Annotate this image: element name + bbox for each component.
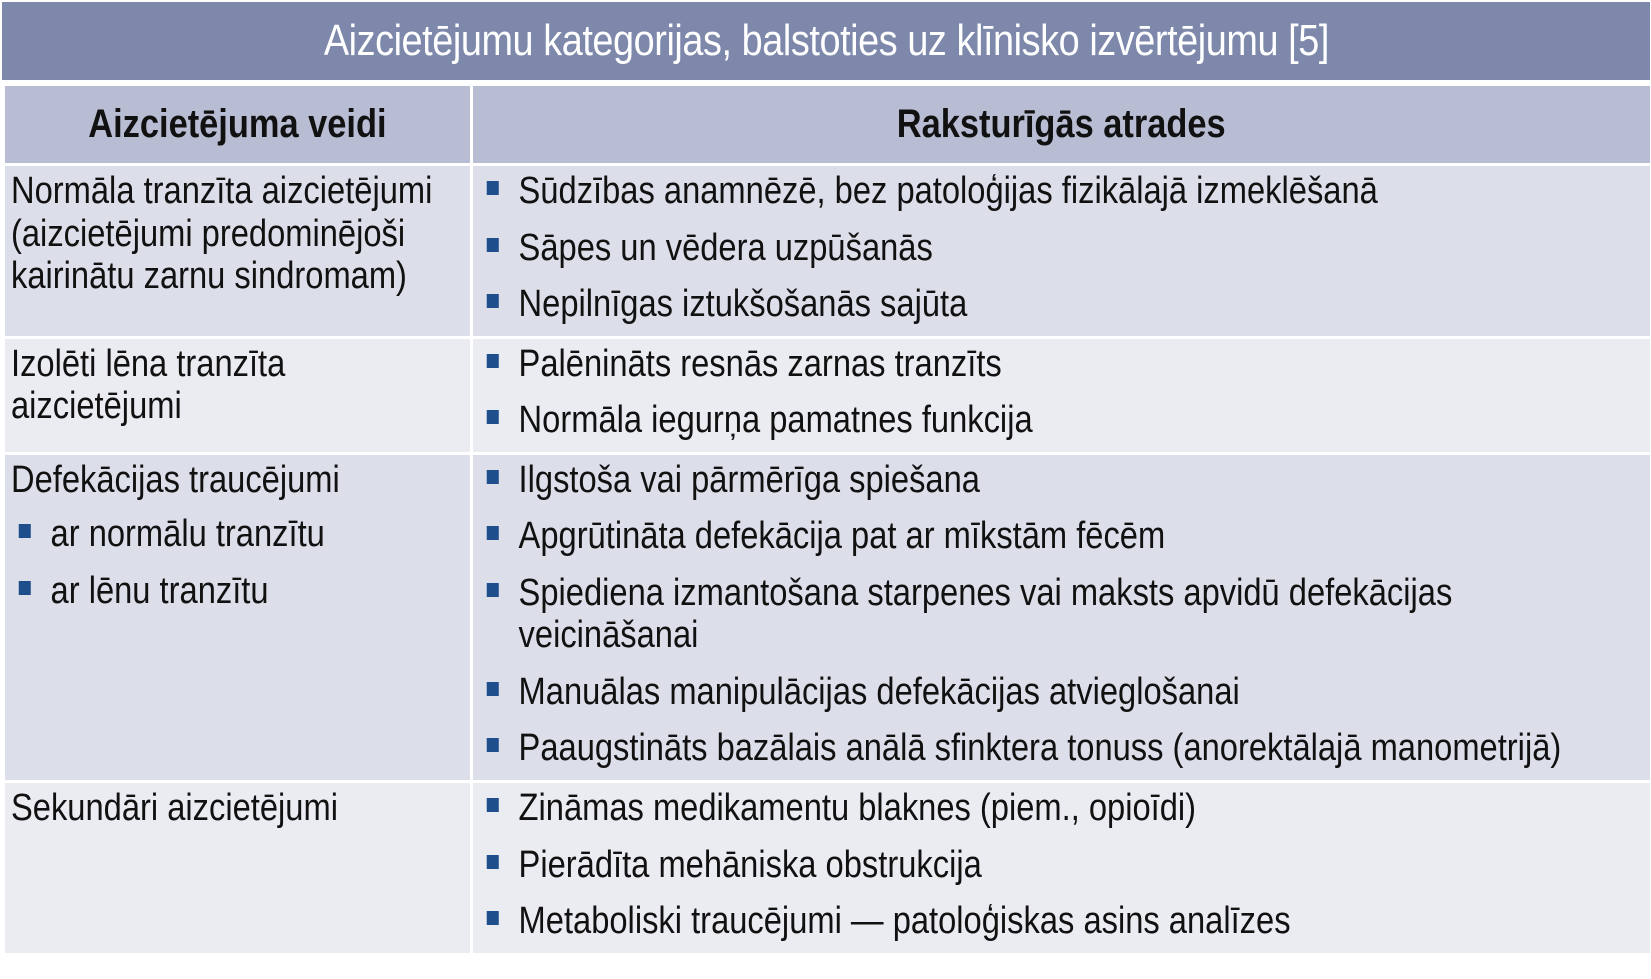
- square-bullet-icon: [487, 738, 499, 752]
- square-bullet-icon: [487, 798, 499, 812]
- finding-text: Paaugstināts bazālais anālā sfinktera tonuss (anorektālajā manometrijā): [518, 727, 1562, 770]
- finding-item: [479, 671, 1641, 714]
- findings-cell: [472, 337, 1651, 453]
- finding-item: [479, 900, 1641, 943]
- square-bullet-icon: [19, 581, 31, 595]
- findings-list: [479, 170, 1641, 326]
- table-row: [4, 165, 1651, 338]
- table-row: [4, 782, 1651, 955]
- finding-item: [479, 399, 1641, 442]
- finding-item: [479, 844, 1641, 887]
- square-bullet-icon: [19, 524, 31, 538]
- constipation-categories-table: [2, 83, 1651, 956]
- column-header-type-label: Aizcietējuma veidi: [88, 102, 387, 146]
- finding-text: Pierādīta mehāniska obstrukcija: [518, 843, 982, 886]
- finding-item: [479, 572, 1641, 657]
- square-bullet-icon: [487, 181, 499, 195]
- table-body: [4, 165, 1651, 955]
- subtype-item: [11, 570, 463, 613]
- column-header-findings-label: Raksturīgās atrades: [897, 102, 1226, 146]
- type-cell: [4, 453, 472, 781]
- type-cell: [4, 165, 472, 338]
- finding-text: Nepilnīgas iztukšošanās sajūta: [518, 283, 968, 326]
- finding-text: Normāla iegurņa pamatnes funkcija: [518, 399, 1033, 442]
- square-bullet-icon: [487, 682, 499, 696]
- column-header-type: [4, 85, 472, 165]
- finding-item: [479, 727, 1641, 770]
- findings-list: [479, 459, 1641, 770]
- table-container: [2, 2, 1650, 956]
- square-bullet-icon: [487, 470, 499, 484]
- column-header-findings: [472, 85, 1651, 165]
- square-bullet-icon: [487, 354, 499, 368]
- square-bullet-icon: [487, 526, 499, 540]
- findings-cell: [472, 165, 1651, 338]
- findings-list: [479, 787, 1641, 943]
- finding-item: [479, 283, 1641, 326]
- finding-text: Ilgstoša vai pārmērīga spiešana: [518, 458, 980, 501]
- type-cell: [4, 782, 472, 955]
- square-bullet-icon: [487, 238, 499, 252]
- finding-text: Manuālas manipulācijas defekācijas atvieglošanai: [518, 670, 1240, 713]
- finding-item: [479, 459, 1641, 502]
- table-title-text: Aizcietējumu kategorijas, balstoties uz klīnisko izvērtējumu [5]: [323, 16, 1329, 65]
- table-header-row: [4, 85, 1651, 165]
- finding-text: Sūdzības anamnēzē, bez patoloģijas fizikālajā izmeklēšanā: [518, 170, 1378, 212]
- table-title: [2, 2, 1650, 83]
- table-row: [4, 453, 1651, 781]
- constipation-type-label: Sekundāri aizcietējumi: [11, 787, 338, 830]
- finding-text: Spiediena izmantošana starpenes vai maksts apvidū defekācijas veicināšanai: [518, 571, 1453, 657]
- constipation-type-label: Normāla tranzīta aizcietējumi (aizcietējumi predominējoši kairinātu zarnu sindromam): [11, 170, 433, 298]
- findings-list: [479, 343, 1641, 442]
- finding-text: Sāpes un vēdera uzpūšanās: [518, 226, 933, 269]
- subtype-item: [11, 513, 463, 556]
- subtype-text: ar lēnu tranzītu: [50, 569, 269, 612]
- findings-cell: [472, 453, 1651, 781]
- constipation-type-label: Defekācijas traucējumi: [11, 458, 340, 501]
- finding-item: [479, 227, 1641, 270]
- square-bullet-icon: [487, 911, 499, 925]
- subtype-list: [11, 513, 463, 612]
- finding-item: [479, 343, 1641, 386]
- square-bullet-icon: [487, 855, 499, 869]
- constipation-type-label: Izolēti lēna tranzīta aizcietējumi: [11, 342, 286, 428]
- square-bullet-icon: [487, 294, 499, 308]
- finding-item: [479, 787, 1641, 830]
- finding-text: Zināmas medikamentu blaknes (piem., opioīdi): [518, 787, 1197, 830]
- square-bullet-icon: [487, 410, 499, 424]
- findings-cell: [472, 782, 1651, 955]
- subtype-text: ar normālu tranzītu: [50, 513, 325, 556]
- table-row: [4, 337, 1651, 453]
- type-cell: [4, 337, 472, 453]
- square-bullet-icon: [487, 583, 499, 597]
- finding-text: Palēnināts resnās zarnas tranzīts: [518, 342, 1002, 385]
- finding-item: [479, 170, 1641, 213]
- finding-text: Metaboliski traucējumi — patoloģiskas asins analīzes: [518, 900, 1291, 943]
- finding-item: [479, 515, 1641, 558]
- finding-text: Apgrūtināta defekācija pat ar mīkstām fēcēm: [518, 515, 1166, 558]
